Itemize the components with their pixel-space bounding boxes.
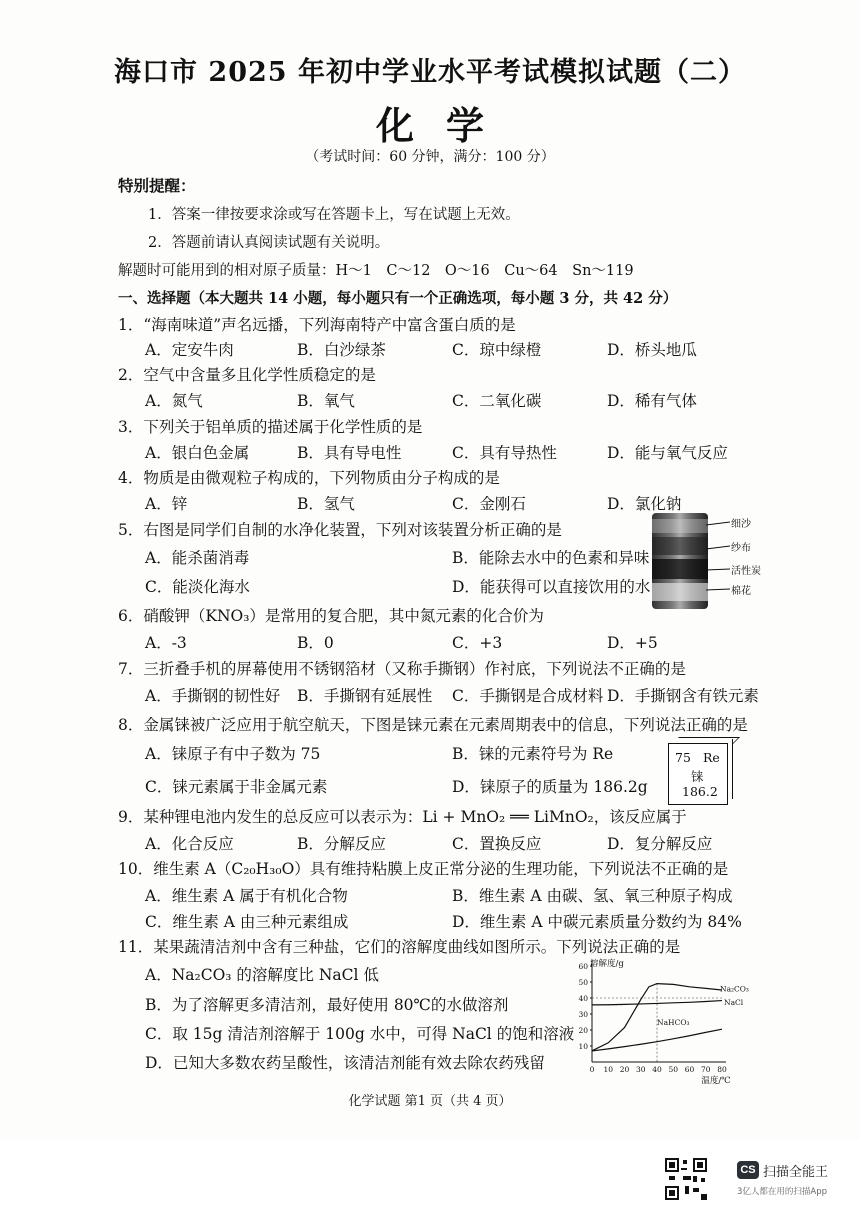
option-b: B．维生素 A 由碳、氢、氧三种原子构成 xyxy=(452,887,733,905)
question-stem: 4．物质是由微观粒子构成的，下列物质由分子构成的是 xyxy=(118,469,500,487)
option-d: D．+5 xyxy=(607,634,658,652)
option-c: C．能淡化海水 xyxy=(145,578,250,596)
option-a: A．化合反应 xyxy=(145,835,234,853)
atomic-masses: 解题时可能用到的相对原子质量：H～1 C～12 O～16 Cu～64 Sn～119 xyxy=(118,263,634,279)
y-tick-label: 20 xyxy=(578,1026,588,1035)
element-name: 铼 xyxy=(691,769,704,784)
x-tick-label: 70 xyxy=(700,1065,711,1074)
element-card-edge xyxy=(726,739,733,799)
option-b: B．0 xyxy=(297,634,334,652)
option-b: B．铼的元素符号为 Re xyxy=(452,745,614,763)
element-card xyxy=(668,743,728,805)
option-c: C．铼元素属于非金属元素 xyxy=(145,778,328,796)
y-tick-label: 60 xyxy=(578,962,588,971)
option-a: A．锌 xyxy=(145,495,188,513)
x-tick-label: 10 xyxy=(603,1065,614,1074)
app-name: 扫描全能王 xyxy=(763,1165,829,1180)
app-tagline: 3亿人都在用的扫描App xyxy=(737,1187,828,1197)
question-stem: 8．金属铼被广泛应用于航空航天，下图是铼元素在元素周期表中的信息，下列说法正确的是 xyxy=(118,716,748,734)
option-a: A．手撕钢的韧性好 xyxy=(145,687,281,705)
option-c: C．置换反应 xyxy=(452,835,542,853)
atomic-number: 75 xyxy=(675,750,691,765)
section-heading: 一、选择题（本大题共 14 小题，每小题只有一个正确选项，每小题 3 分，共 42 分） xyxy=(118,290,678,307)
x-tick-label: 40 xyxy=(652,1065,662,1074)
option-c: C．取 15g 清洁剂溶解于 100g 水中，可得 NaCl 的饱和溶液 xyxy=(145,1025,575,1043)
y-tick-label: 40 xyxy=(578,994,588,1003)
option-b: B．氢气 xyxy=(297,495,355,513)
y-tick-label: 50 xyxy=(578,978,588,987)
option-a: A．能杀菌消毒 xyxy=(145,549,250,567)
option-d: D．能获得可以直接饮用的水 xyxy=(452,578,651,596)
water-filter-photo xyxy=(652,513,708,609)
solubility-chart xyxy=(570,955,749,1097)
filter-label-sand: 细沙 xyxy=(731,519,751,530)
y-tick-label: 10 xyxy=(578,1042,588,1051)
x-axis-label: 温度/℃ xyxy=(701,1076,731,1086)
option-b: B．白沙绿茶 xyxy=(297,341,386,359)
option-a: A．定安牛肉 xyxy=(145,341,234,359)
question-stem: 7．三折叠手机的屏幕使用不锈钢箔材（又称手撕钢）作衬底，下列说法不正确的是 xyxy=(118,660,686,678)
reminder-item-1: 1．答案一律按要求涂或写在答题卡上，写在试题上无效。 xyxy=(148,207,520,223)
exam-title: 海口市 2025 年初中学业水平考试模拟试题（二） xyxy=(114,57,746,88)
atomic-mass: 186.2 xyxy=(682,784,718,799)
y-axis-label: 溶解度/g xyxy=(590,959,624,969)
gauze-layer xyxy=(652,537,708,555)
x-tick-label: 80 xyxy=(717,1065,727,1074)
question-stem: 9．某种锂电池内发生的总反应可以表示为：Li + MnO₂ ══ LiMnO₂，该反应属于 xyxy=(118,808,687,826)
sand-layer xyxy=(652,519,708,533)
option-d: D．稀有气体 xyxy=(607,392,697,410)
option-c: C．具有导热性 xyxy=(452,444,557,462)
option-d: D．已知大多数农药呈酸性，该清洁剂能有效去除农药残留 xyxy=(145,1054,545,1072)
option-b: B．能除去水中的色素和异味 xyxy=(452,549,650,567)
option-a: A．氮气 xyxy=(145,392,203,410)
reminder-item-2: 2．答题前请认真阅读试题有关说明。 xyxy=(148,235,390,251)
option-c: C．手撕钢是合成材料 xyxy=(452,687,604,705)
option-d: D．铼原子的质量为 186.2g xyxy=(452,778,648,796)
series-label: NaHCO₃ xyxy=(657,1018,690,1028)
option-a: A．铼原子有中子数为 75 xyxy=(145,745,321,763)
option-b: B．为了溶解更多清洁剂，最好使用 80℃的水做溶剂 xyxy=(145,996,509,1014)
option-d: D．手撕钢含有铁元素 xyxy=(607,687,759,705)
cotton-layer xyxy=(652,583,708,601)
option-a: A．银白色金属 xyxy=(145,444,250,462)
filter-label-cotton: 棉花 xyxy=(731,586,751,597)
camscanner-logo: CS xyxy=(737,1161,759,1179)
series-label: Na₂CO₃ xyxy=(720,984,749,994)
element-symbol: Re xyxy=(703,750,720,765)
option-d: D．氯化钠 xyxy=(607,495,682,513)
question-stem: 2．空气中含量多且化学性质稳定的是 xyxy=(118,366,376,384)
option-d: D．能与氧气反应 xyxy=(607,444,728,462)
x-tick-label: 60 xyxy=(684,1065,695,1074)
option-a: A．-3 xyxy=(145,634,187,652)
option-d: D．桥头地瓜 xyxy=(607,341,697,359)
filter-label-charcoal: 活性炭 xyxy=(731,566,761,577)
option-d: D．复分解反应 xyxy=(607,835,713,853)
option-b: B．具有导电性 xyxy=(297,444,402,462)
question-stem: 3．下列关于铝单质的描述属于化学性质的是 xyxy=(118,418,423,436)
series-label: NaCl xyxy=(724,998,744,1007)
question-stem: 1．“海南味道”声名远播，下列海南特产中富含蛋白质的是 xyxy=(118,316,516,334)
filter-label-gauze: 纱布 xyxy=(731,543,751,554)
y-tick-label: 30 xyxy=(578,1010,588,1019)
option-c: C．金刚石 xyxy=(452,495,526,513)
option-a: A．Na₂CO₃ 的溶解度比 NaCl 低 xyxy=(145,966,379,984)
exam-time-info: （考试时间：60 分钟，满分：100 分） xyxy=(305,149,555,165)
x-tick-label: 20 xyxy=(619,1065,630,1074)
question-stem: 6．硝酸钾（KNO₃）是常用的复合肥，其中氮元素的化合价为 xyxy=(118,607,544,625)
charcoal-layer xyxy=(652,559,708,579)
page-footer: 化学试题 第1 页（共 4 页） xyxy=(348,1094,512,1109)
question-stem: 10．维生素 A（C₂₀H₃₀O）具有维持粘膜上皮正常分泌的生理功能，下列说法不正确的是 xyxy=(118,860,729,878)
option-c: C．二氧化碳 xyxy=(452,392,542,410)
question-stem: 11．某果蔬清洁剂中含有三种盐，它们的溶解度曲线如图所示。下列说法正确的是 xyxy=(118,938,681,956)
reminder-heading: 特别提醒： xyxy=(118,176,196,195)
x-tick-label: 50 xyxy=(668,1065,679,1074)
qr-code-icon xyxy=(665,1158,707,1200)
question-stem: 5．右图是同学们自制的水净化装置，下列对该装置分析正确的是 xyxy=(118,521,562,539)
option-c: C．琼中绿橙 xyxy=(452,341,542,359)
option-c: C．+3 xyxy=(452,634,503,652)
option-b: B．手撕钢有延展性 xyxy=(297,687,433,705)
option-c: C．维生素 A 由三种元素组成 xyxy=(145,913,349,931)
subject-title: 化学 xyxy=(375,103,516,148)
option-b: B．分解反应 xyxy=(297,835,386,853)
option-a: A．维生素 A 属于有机化合物 xyxy=(145,887,348,905)
option-b: B．氧气 xyxy=(297,392,355,410)
x-tick-label: 0 xyxy=(589,1065,595,1074)
option-d: D．维生素 A 中碳元素质量分数约为 84% xyxy=(452,913,742,931)
x-tick-label: 30 xyxy=(635,1065,646,1074)
